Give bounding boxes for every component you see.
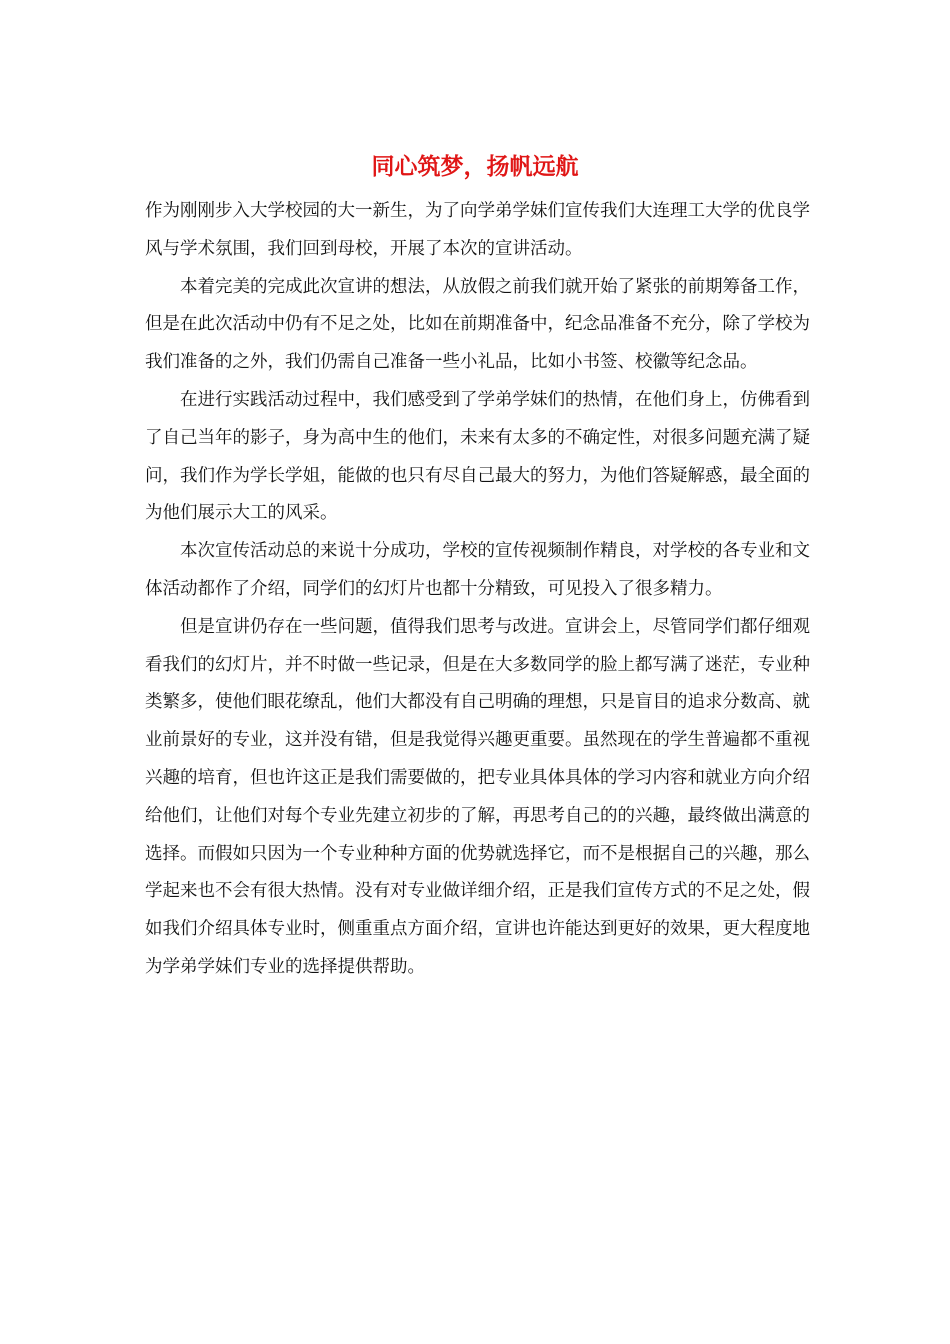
document-title: 同心筑梦，扬帆远航 [371, 153, 579, 180]
paragraph-practice: 在进行实践活动过程中，我们感受到了学弟学妹们的热情，在他们身上，仿佛看到了自己当年的影子，身为高中生的他们，未来有太多的不确定性，对很多问题充满了疑问，我们作为学长学姐，能做的也只有尽自己最大的努力，为他们答疑解惑，最全面的为他们展示大工的风采。 [145, 389, 810, 524]
paragraph-intro: 作为刚刚步入大学校园的大一新生，为了向学弟学妹们宣传我们大连理工大学的优良学风与学术氛围，我们回到母校，开展了本次的宣讲活动。 [145, 201, 810, 259]
paragraph-success: 本次宣传活动总的来说十分成功，学校的宣传视频制作精良，对学校的各专业和文体活动都作了介绍，同学们的幻灯片也都十分精致，可见投入了很多精力。 [145, 541, 810, 599]
document-body [145, 193, 810, 987]
paragraph-preparation: 本着完美的完成此次宣讲的想法，从放假之前我们就开始了紧张的前期筹备工作，但是在此次活动中仍有不足之处，比如在前期准备中，纪念品准备不充分，除了学校为我们准备的之外，我们仍需自己准备一些小礼品，比如小书签、校徽等纪念品。 [145, 276, 810, 373]
paragraph-problems: 但是宣讲仍存在一些问题，值得我们思考与改进。宣讲会上，尽管同学们都仔细观看我们的幻灯片，并不时做一些记录，但是在大多数同学的脸上都写满了迷茫，专业种类繁多，使他们眼花缭乱，他们大都没有自己明确的理想，只是盲目的追求分数高、就业前景好的专业，这并没有错，但是我觉得兴趣更重要。虽然现在的学生普遍都不重视兴趣的培育，但也许这正是我们需要做的，把专业具体具体的学习内容和就业方向介绍给他们，让他们对每个专业先建立初步的了解，再思考自己的的兴趣，最终做出满意的选择。而假如只因为一个专业种种方面的优势就选择它，而不是根据自己的兴趣，那么学起来也不会有很大热情。没有对专业做详细介绍，正是我们宣传方式的不足之处，假如我们介绍具体专业时，侧重重点方面介绍，宣讲也许能达到更好的效果，更大程度地为学弟学妹们专业的选择提供帮助。 [145, 616, 810, 977]
